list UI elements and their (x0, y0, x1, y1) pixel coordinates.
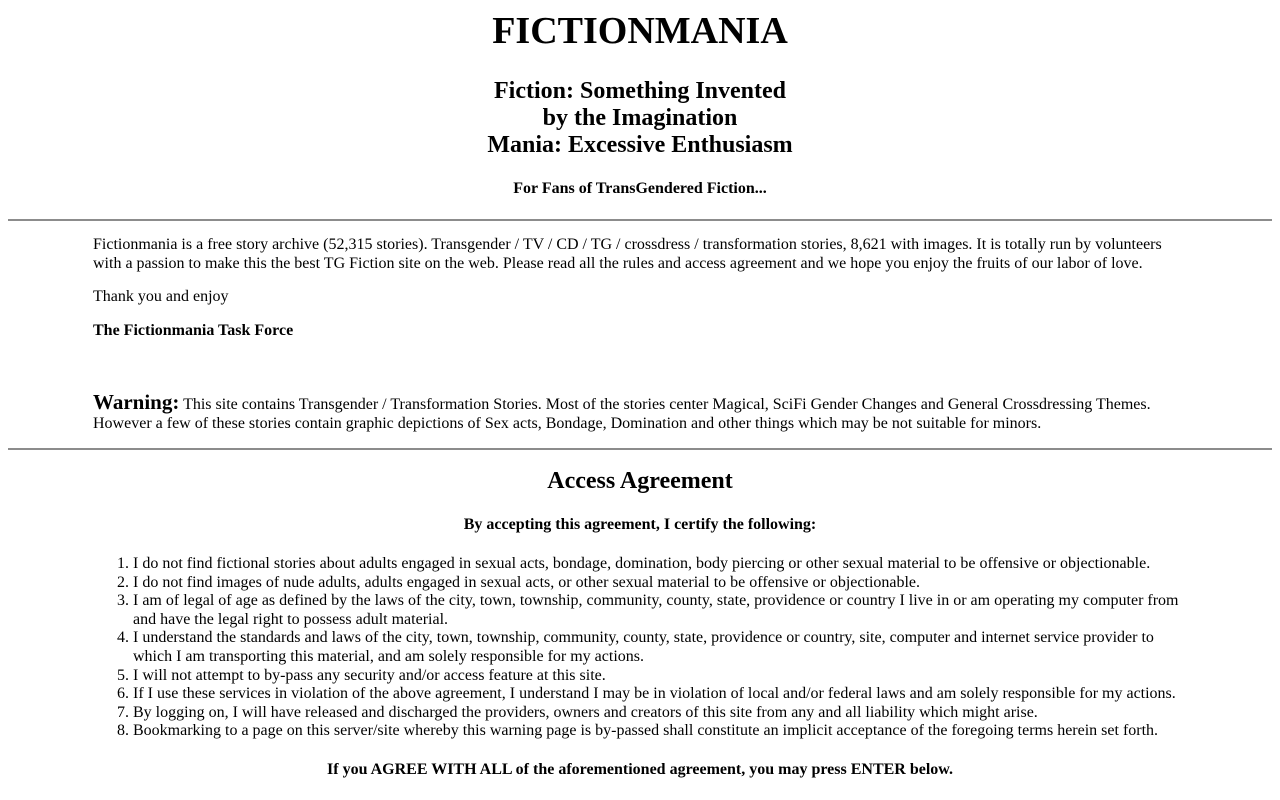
agreement-item: 2. I do not find images of nude adults, adults engaged in sexual acts, or other sexual material to be offensive or objectionable. (133, 574, 1187, 593)
agreement-item: 8. Bookmarking to a page on this server/site whereby this warning page is by-passed shall constitute an implicit acceptance of the foregoing terms herein set forth. (133, 722, 1187, 741)
warning-label: Warning: (93, 390, 180, 415)
divider-top (8, 219, 1272, 221)
subtitle-line-2: by the Imagination (542, 104, 738, 131)
agreement-item: 5. I will not attempt to by-pass any security and/or access feature at this site. (133, 667, 1187, 686)
intro-section (93, 236, 1187, 433)
agreement-section (8, 468, 1272, 778)
agreement-item: 3. I am of legal of age as defined by the laws of the city, town, township, community, county, state, providence or country I live in or am operating my computer from and have the legal right to possess adult material. (133, 592, 1187, 629)
agreement-item: 6. If I use these services in violation of the above agreement, I understand I may be in violation of local and/or federal laws and am solely responsible for my actions. (133, 685, 1187, 704)
subtitle (8, 78, 1272, 159)
divider-middle (8, 448, 1272, 450)
subtitle-line-1: Fiction: Something Invented (493, 77, 786, 104)
intro-paragraph: Fictionmania is a free story archive (52,315 stories). Transgender / TV / CD / TG / crossdress / transformation stories, 8,621 with images. It is totally run by volunteers with a passion to make this the best TG Fiction site on the web. Please read all the rules and access agreement and we hope you enjoy the fruits of our labor of love. (93, 236, 1162, 272)
agreement-list (93, 555, 1187, 740)
task-force-signature: The Fictionmania Task Force (93, 321, 294, 339)
subtitle-line-3: Mania: Excessive Enthusiasm (487, 131, 793, 158)
access-agreement-heading: Access Agreement (547, 468, 733, 495)
page-title: FICTIONMANIA (492, 10, 788, 52)
agreement-item: 4. I understand the standards and laws of the city, town, township, community, county, state, providence or country, site, computer and internet service provider to which I am transporting this material, and am solely responsible for my actions. (133, 629, 1187, 666)
warning-text: This site contains Transgender / Transformation Stories. Most of the stories center Magical, SciFi Gender Changes and General Crossdressing Themes. However a few of these stories contain graphic depictions of Sex acts, Bondage, Domination and other things which may be not suitable for minors. (93, 396, 1151, 432)
tagline: For Fans of TransGendered Fiction... (513, 180, 767, 198)
agreement-item: 7. By logging on, I will have released and discharged the providers, owners and creators of this site from any and all liability which might arise. (133, 704, 1187, 723)
certify-statement: By accepting this agreement, I certify the following: (463, 516, 817, 534)
agreement-item: 1. I do not find fictional stories about adults engaged in sexual acts, bondage, domination, body piercing or other sexual material to be offensive or objectionable. (133, 555, 1187, 574)
page-header (8, 10, 1272, 198)
warning-paragraph (93, 390, 1187, 433)
enter-instruction: If you AGREE WITH ALL of the aforementioned agreement, you may press ENTER below. (327, 760, 953, 778)
thanks-text: Thank you and enjoy (93, 288, 229, 306)
